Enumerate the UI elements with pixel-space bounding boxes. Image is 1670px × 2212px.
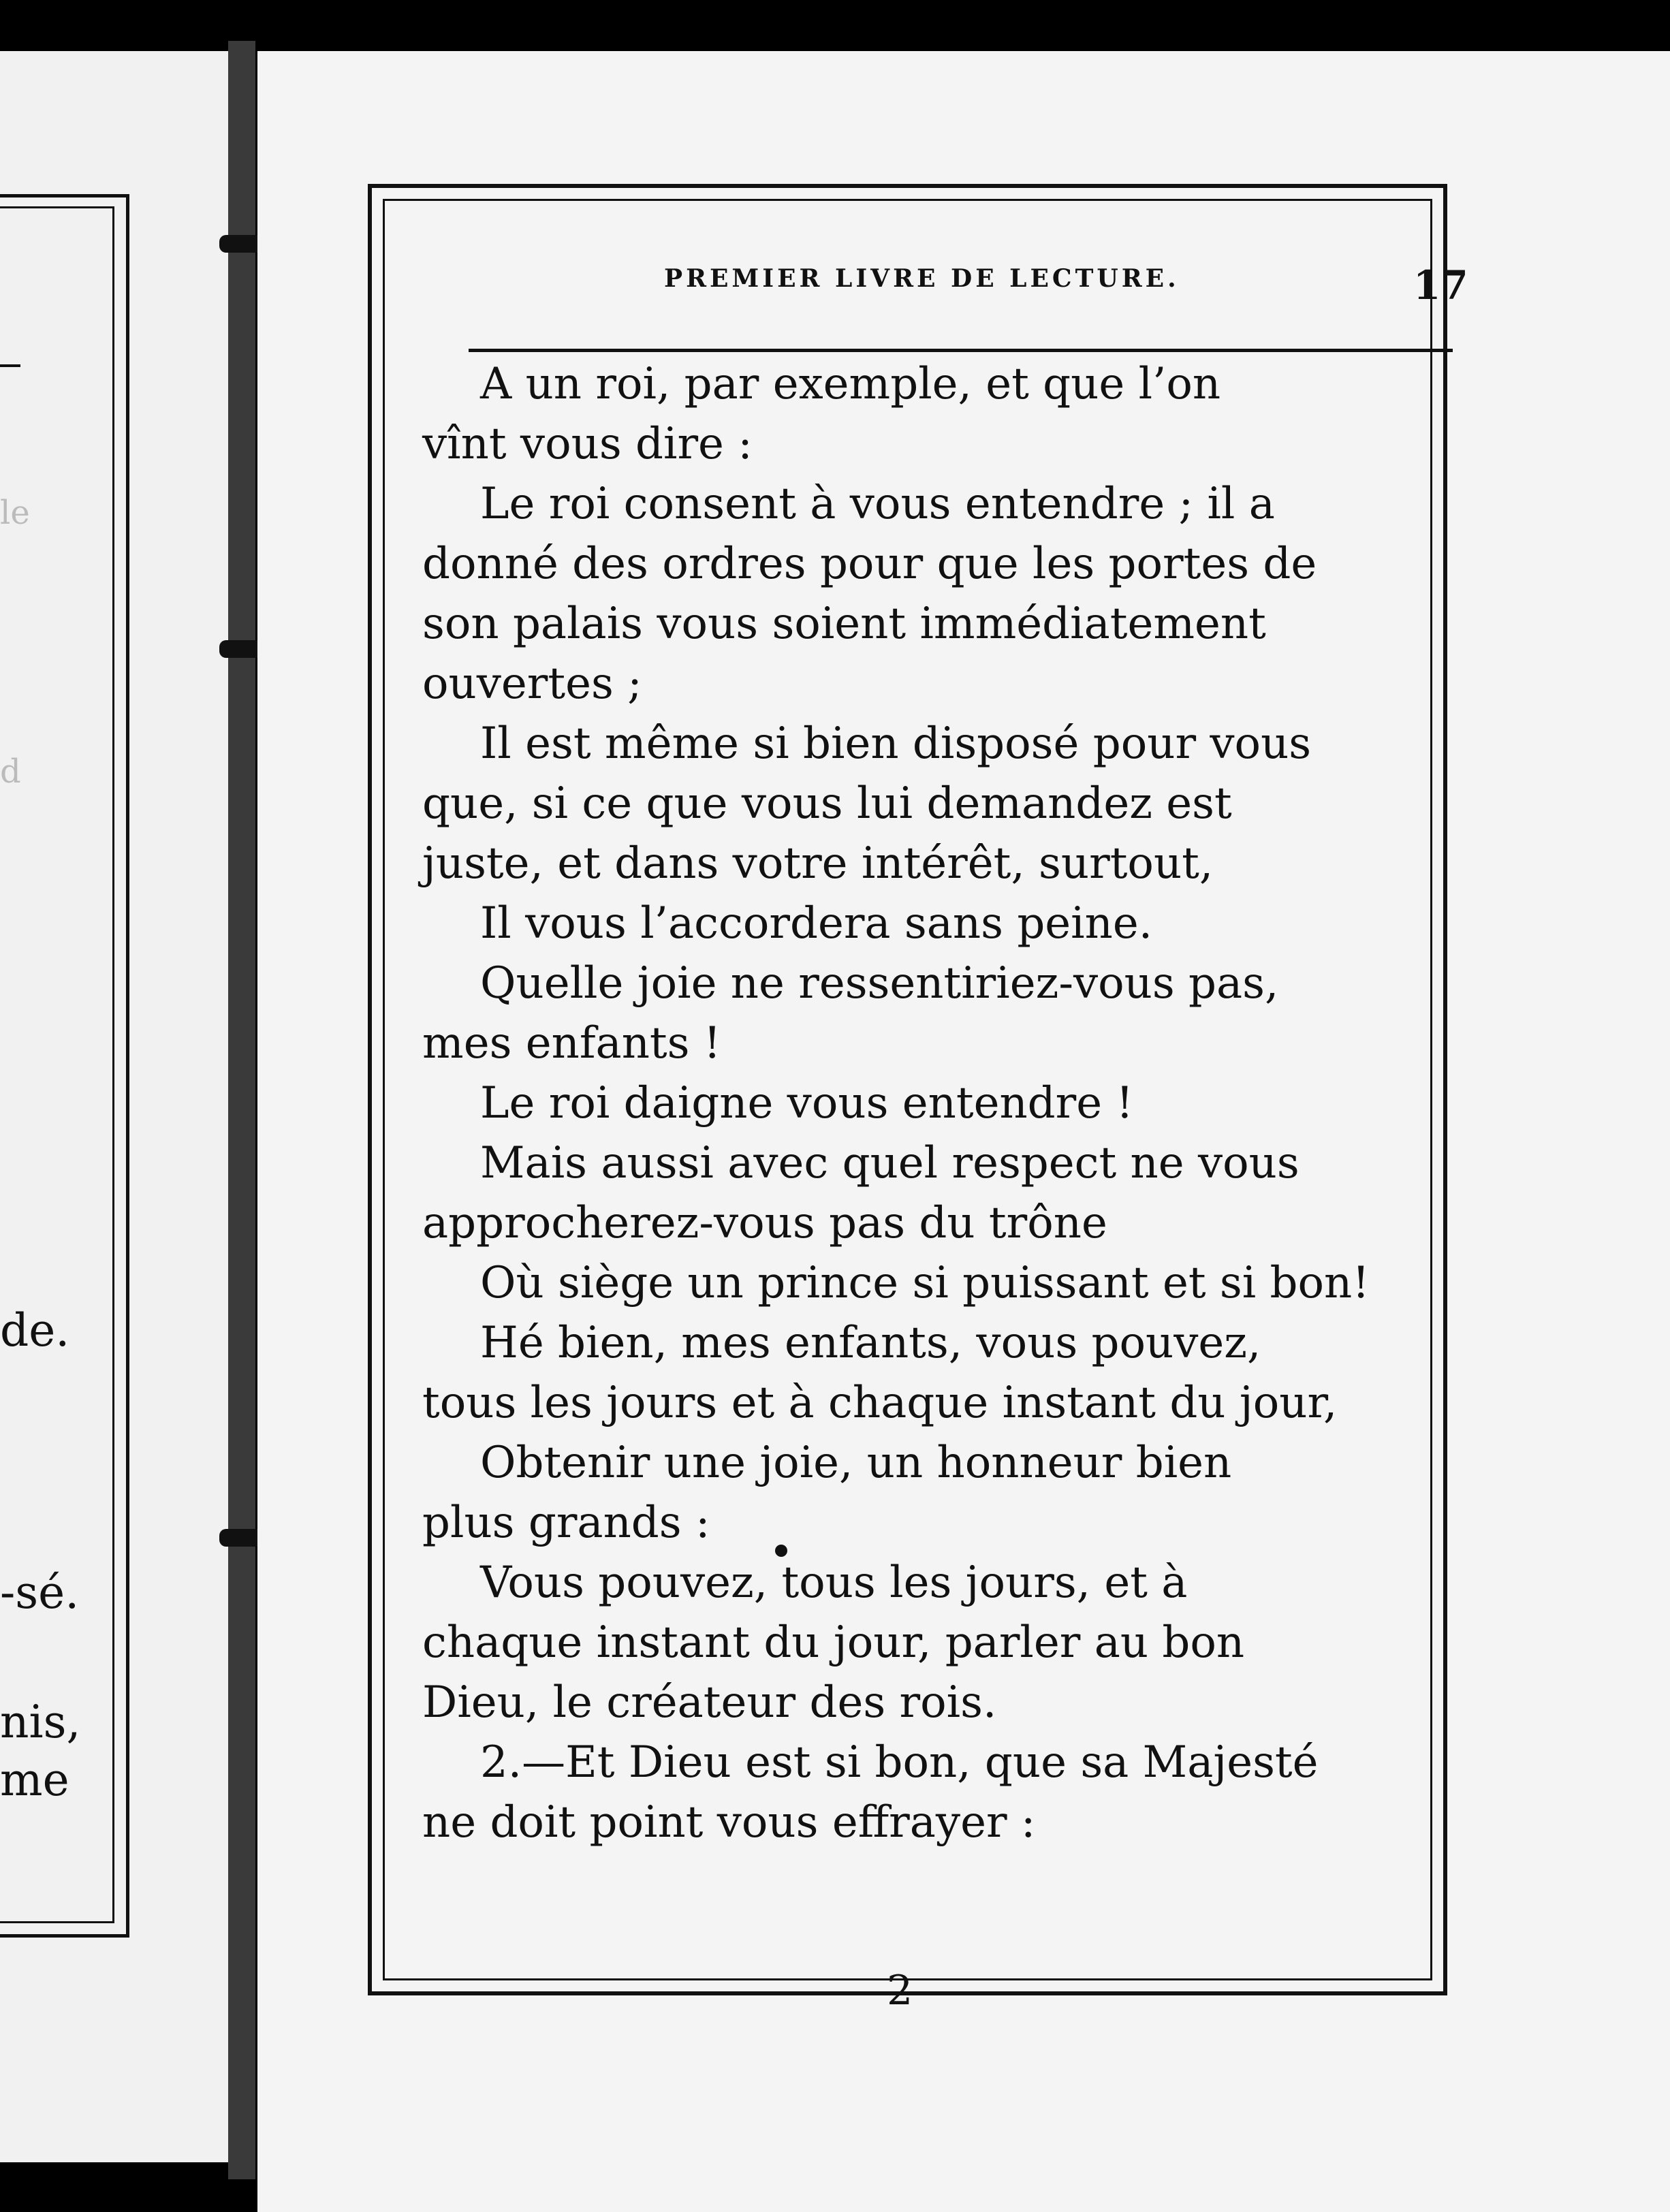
text-line: approcherez-vous pas du trône <box>422 1198 1107 1248</box>
text-line: Il vous l’accordera sans peine. <box>480 898 1153 949</box>
text-line: Quelle joie ne ressentiriez-vous pas, <box>480 958 1279 1009</box>
text-line: plus grands : <box>422 1498 710 1548</box>
body-text <box>422 354 1447 1852</box>
text-line: Le roi consent à vous entendre ; il a <box>480 479 1275 529</box>
text-line: que, si ce que vous lui demandez est <box>422 778 1232 829</box>
text-line: tous les jours et à chaque instant du jour, <box>422 1378 1338 1428</box>
text-line: vînt vous dire : <box>422 419 753 469</box>
text-line: ouvertes ; <box>422 659 642 709</box>
left-page-fragment: de. <box>0 1304 70 1357</box>
left-faint-mark: le <box>0 494 30 532</box>
text-line: ne doit point vous effrayer : <box>422 1797 1036 1848</box>
left-page <box>0 51 228 2162</box>
text-line: mes enfants ! <box>422 1018 721 1069</box>
text-line: 2.—Et Dieu est si bon, que sa Majesté <box>480 1737 1319 1788</box>
text-line: donné des ordres pour que les portes de <box>422 539 1317 589</box>
text-line: Mais aussi avec quel respect ne vous <box>480 1138 1299 1188</box>
text-line: Il est même si bien disposé pour vous <box>480 718 1312 769</box>
book-binding <box>228 41 255 2179</box>
left-page-fragment: me <box>0 1754 69 1806</box>
signature-mark: 2 <box>887 1967 913 2014</box>
header-rule <box>469 349 1453 352</box>
left-page-fragment: -sé. <box>0 1566 80 1619</box>
text-line: son palais vous soient immédiatement <box>422 599 1266 649</box>
text-line: juste, et dans votre intérêt, surtout, <box>422 838 1214 889</box>
text-line: Vous pouvez, tous les jours, et à <box>480 1558 1188 1608</box>
left-page-rule <box>0 364 20 367</box>
page-number: 17 <box>1413 262 1468 309</box>
text-line: Où siège un prince si puissant et si bon! <box>480 1258 1370 1308</box>
text-line: Obtenir une joie, un honneur bien <box>480 1438 1232 1488</box>
left-faint-mark: d <box>0 753 21 791</box>
running-head: PREMIER LIVRE DE LECTURE. <box>664 264 1180 293</box>
left-page-fragment: nis, <box>0 1696 81 1748</box>
left-page-inner-frame <box>0 206 114 1923</box>
text-line: Hé bien, mes enfants, vous pouvez, <box>480 1318 1261 1368</box>
text-line: A un roi, par exemple, et que l’on <box>480 359 1221 409</box>
ink-blot <box>775 1545 787 1557</box>
text-line: Dieu, le créateur des rois. <box>422 1677 997 1728</box>
text-line: chaque instant du jour, parler au bon <box>422 1617 1245 1668</box>
text-line: Le roi daigne vous entendre ! <box>480 1078 1134 1128</box>
